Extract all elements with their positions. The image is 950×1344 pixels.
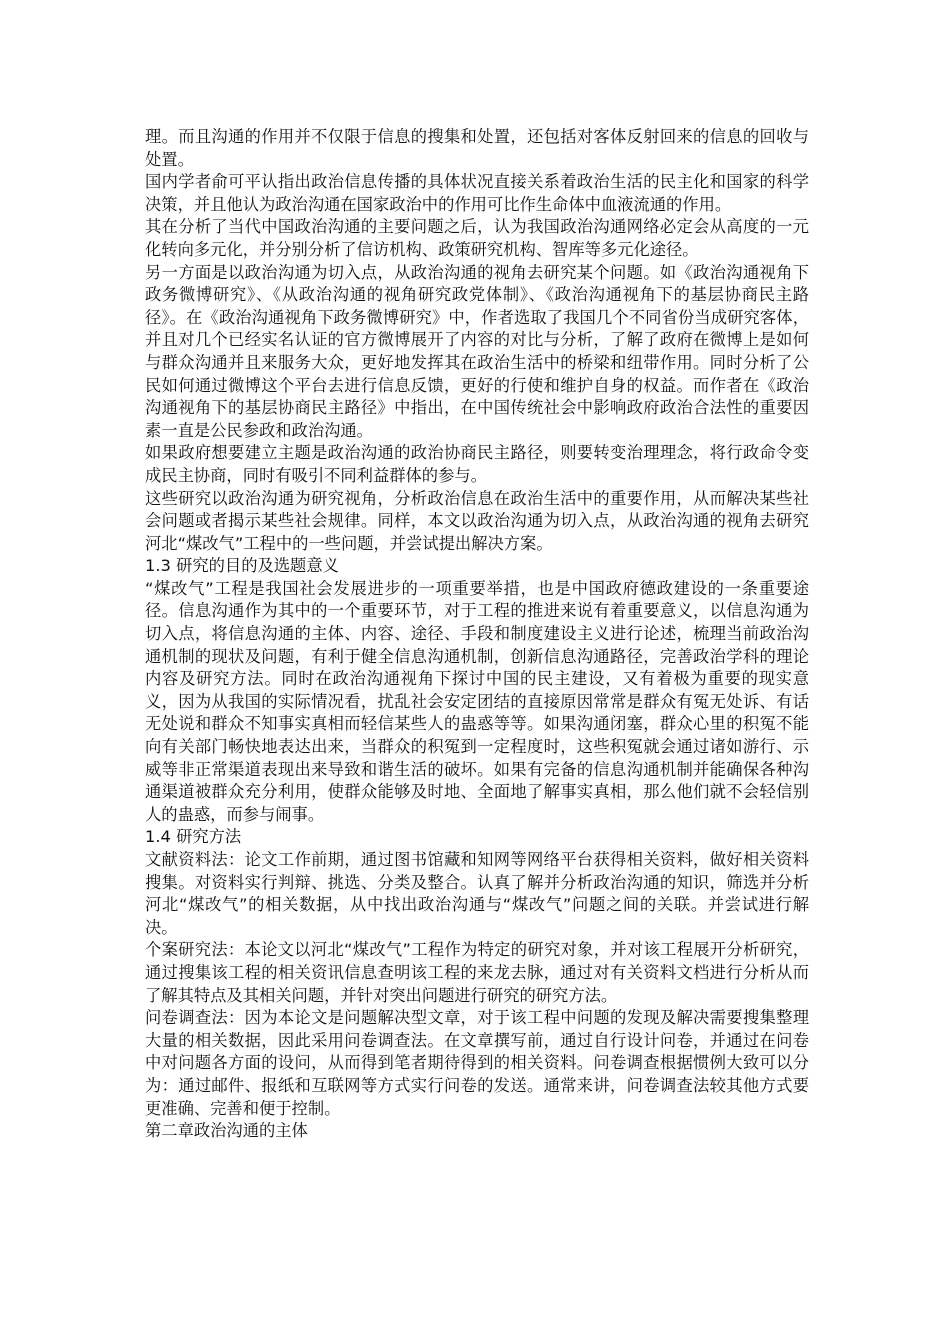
paragraph: 国内学者俞可平认指出政治信息传播的具体状况直接关系着政治生活的民主化和国家的科学决策，并且他认为政治沟通在国家政治中的作用可比作生命体中血液流通的作用。: [145, 172, 809, 214]
paragraph: 理。而且沟通的作用并不仅限于信息的搜集和处置，还包括对客体反射回来的信息的回收与处置。: [145, 127, 809, 169]
paragraph: 文献资料法：论文工作前期，通过图书馆藏和知网等网络平台获得相关资料，做好相关资料搜集。对资料实行判辩、挑选、分类及整合。认真了解并分析政治沟通的知识，筛选并分析河北“煤改气”的相关数据，从中找出政治沟通与“煤改气”问题之间的关联。并尝试进行解决。: [145, 850, 809, 937]
paragraph: 另一方面是以政治沟通为切入点，从政治沟通的视角去研究某个问题。如《政治沟通视角下政务微博研究》、《从政治沟通的视角研究政党体制》、《政治沟通视角下的基层协商民主路径》。在《政治沟通视角下政务微博研究》中，作者选取了我国几个不同省份当成研究客体，并且对几个已经实名认证的官方微博展开了内容的对比与分析，了解了政府在微博上是如何与群众沟通并且来服务大众，更好地发挥其在政治生活中的桥梁和纽带作用。同时分析了公民如何通过微博这个平台去进行信息反馈，更好的行使和维护自身的权益。而作者在《政治沟通视角下的基层协商民主路径》中指出，在中国传统社会中影响政府政治合法性的重要因素一直是公民参政和政治沟通。: [145, 262, 809, 440]
section-heading: 1.3 研究的目的及选题意义: [145, 556, 339, 576]
document-page: [145, 126, 809, 1143]
paragraph: 问卷调查法：因为本论文是问题解决型文章，对于该工程中问题的发现及解决需要搜集整理大量的相关数据，因此采用问卷调查法。在文章撰写前，通过自行设计问卷，并通过在问卷中对问题各方面的设问，从而得到笔者期待得到的相关资料。问卷调查根据惯例大致可以分为：通过邮件、报纸和互联网等方式实行问卷的发送。通常来讲，问卷调查法较其他方式要更准确、完善和便于控制。: [145, 1008, 809, 1118]
paragraph: “煤改气”工程是我国社会发展进步的一项重要举措，也是中国政府德政建设的一条重要途径。信息沟通作为其中的一个重要环节，对于工程的推进来说有着重要意义，以信息沟通为切入点，将信息沟通的主体、内容、途径、手段和制度建设主义进行论述，梳理当前政治沟通机制的现状及问题，有利于健全信息沟通机制，创新信息沟通路径，完善政治学科的理论内容及研究方法。同时在政治沟通视角下探讨中国的民主建设，又有着极为重要的现实意义，因为从我国的实际情况看，扰乱社会安定团结的直接原因常常是群众有冤无处诉、有话无处说和群众不知事实真相而轻信某些人的蛊惑等等。如果沟通闭塞，群众心里的积冤不能向有关部门畅快地表达出来，当群众的积冤到一定程度时，这些积冤就会通过诸如游行、示威等非正常渠道表现出来导致和谐生活的破坏。如果有完备的信息沟通机制并能确保各种沟通渠道被群众充分利用，使群众能够及时地、全面地了解事实真相，那么他们就不会轻信别人的蛊惑，而参与闹事。: [145, 578, 809, 824]
paragraph: 其在分析了当代中国政治沟通的主要问题之后，认为我国政治沟通网络必定会从高度的一元化转向多元化，并分别分析了信访机构、政策研究机构、智库等多元化途径。: [145, 217, 809, 259]
paragraph: 这些研究以政治沟通为研究视角，分析政治信息在政治生活中的重要作用，从而解决某些社会问题或者揭示某些社会规律。同样，本文以政治沟通为切入点，从政治沟通的视角去研究河北“煤改气”工程中的一些问题，并尝试提出解决方案。: [145, 488, 809, 553]
chapter-heading: 第二章政治沟通的主体: [145, 1121, 308, 1141]
paragraph: 个案研究法：本论文以河北“煤改气”工程作为特定的研究对象，并对该工程展开分析研究，通过搜集该工程的相关资讯信息查明该工程的来龙去脉，通过对有关资料文档进行分析从而了解其特点及其相关问题，并针对突出问题进行研究的研究方法。: [145, 940, 809, 1005]
section-heading: 1.4 研究方法: [145, 827, 242, 847]
paragraph: 如果政府想要建立主题是政治沟通的政治协商民主路径，则要转变治理理念，将行政命令变成民主协商，同时有吸引不同利益群体的参与。: [145, 443, 809, 485]
